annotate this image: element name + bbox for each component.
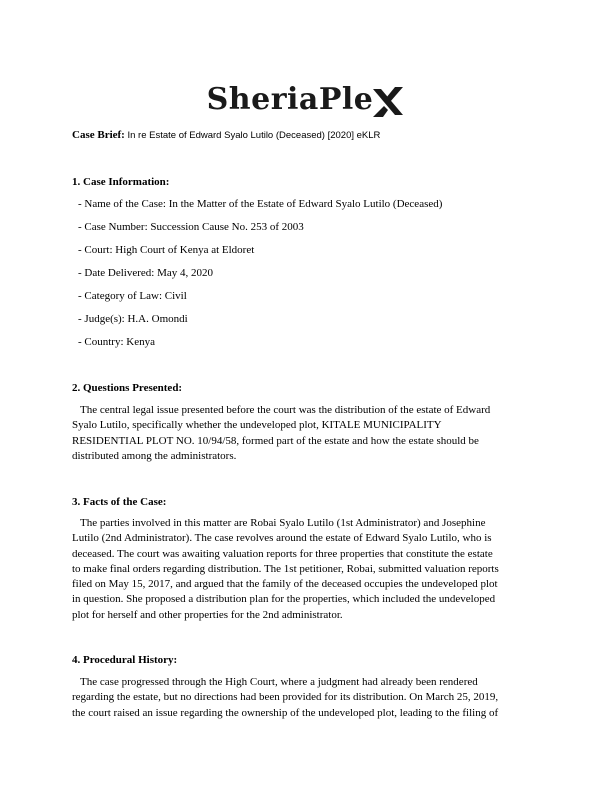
paragraph-line: in question. She proposed a distribution plan for the properties, which included the undeveloped (72, 593, 496, 606)
procedural-history-heading: 4. Procedural History: (72, 654, 178, 666)
paragraph-line: Lutilo (2nd Administrator). The case revolves around the estate of Edward Syalo Lutilo, who is (72, 532, 492, 545)
paragraph-line: RESIDENTIAL PLOT NO. 10/94/58, formed part of the estate and how the estate should be (72, 434, 479, 447)
case-information-heading: 1. Case Information: (72, 176, 170, 188)
paragraph-line: the court raised an issue regarding the ownership of the undeveloped plot, leading to the filing of (72, 706, 499, 719)
info-judges: - Judge(s): H.A. Omondi (78, 313, 188, 325)
paragraph-line: The parties involved in this matter are Robai Syalo Lutilo (1st Administrator) and Josephine (72, 517, 486, 529)
procedural-history-paragraph (72, 675, 542, 721)
case-brief-title: In re Estate of Edward Syalo Lutilo (Deceased) [2020] eKLR (127, 130, 381, 141)
logo-wordmark: SheriaPle (206, 82, 374, 117)
info-category-of-law: - Category of Law: Civil (78, 290, 187, 302)
info-case-name: - Name of the Case: In the Matter of the Estate of Edward Syalo Lutilo (Deceased) (78, 198, 443, 210)
info-case-number: - Case Number: Succession Cause No. 253 of 2003 (78, 221, 304, 233)
paragraph-line: Syalo Lutilo, specifically whether the undeveloped plot, KITALE MUNICIPALITY (72, 419, 442, 432)
sheriaplex-logo (0, 78, 612, 122)
paragraph-line: The central legal issue presented before the court was the distribution of the estate of Edward (72, 404, 491, 416)
paragraph-line: filed on May 15, 2017, and argued that the family of the deceased occupies the undeveloped plot (72, 578, 498, 591)
case-brief-label: Case Brief: (72, 129, 125, 141)
paragraph-line: plot for herself and other properties for the 2nd administrator. (72, 608, 343, 621)
info-court: - Court: High Court of Kenya at Eldoret (78, 244, 255, 256)
paragraph-line: distributed among the administrators. (72, 449, 237, 462)
logo-x-mark-icon (371, 85, 405, 119)
questions-presented-paragraph (72, 403, 542, 464)
questions-presented-heading: 2. Questions Presented: (72, 382, 183, 394)
paragraph-line: deceased. The court was awaiting valuation reports for three properties that constitute the estate (72, 547, 493, 560)
info-date-delivered: - Date Delivered: May 4, 2020 (78, 267, 214, 279)
paragraph-line: to make final orders regarding distribution. The 1st petitioner, Robai, submitted valuation reports (72, 562, 499, 575)
paragraph-line: The case progressed through the High Court, where a judgment had already been rendered (72, 676, 478, 688)
case-brief-line (72, 128, 380, 143)
info-country: - Country: Kenya (78, 336, 155, 348)
facts-of-the-case-heading: 3. Facts of the Case: (72, 496, 167, 508)
facts-of-the-case-paragraph (72, 516, 542, 623)
paragraph-line: regarding the estate, but no directions had been provided for its distribution. On March 25, 2019, (72, 691, 499, 704)
